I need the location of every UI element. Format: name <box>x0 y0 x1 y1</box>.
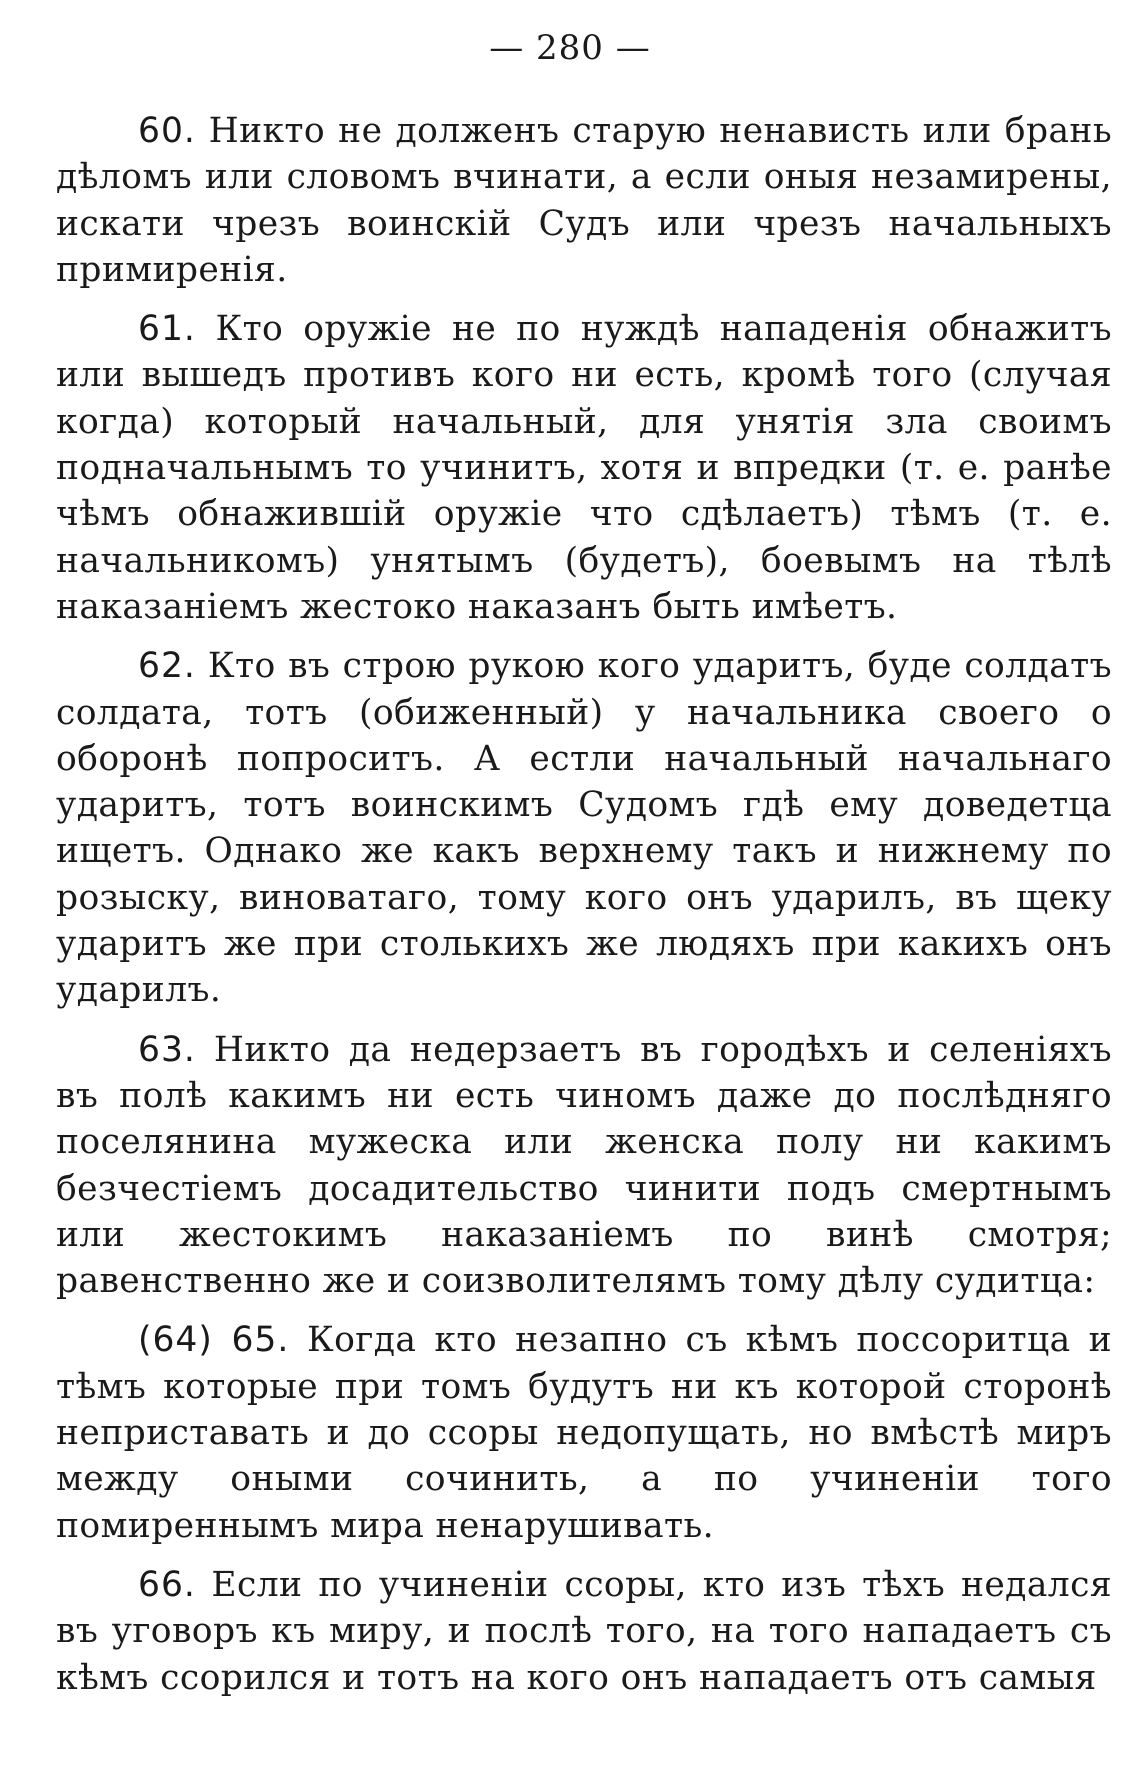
paragraph-text: Если по учиненіи ссоры, кто изъ тѣхъ недался въ уговоръ къ миру, и послѣ того, на того нападаетъ съ кѣмъ ссорился и тотъ на кого онъ нападаетъ отъ самыя <box>56 1564 1113 1698</box>
paragraph-64-65 <box>56 1317 1112 1548</box>
paragraph-62 <box>56 643 1112 1013</box>
paragraph-61 <box>56 306 1112 630</box>
paragraph-text: Кто въ строю рукою кого ударитъ, буде солдатъ солдата, тотъ (обиженный) у начальника своего о оборонѣ попроситъ. А естли начальный начальнаго ударитъ, тотъ воинскимъ Судомъ гдѣ ему доведетца ищетъ. Однако же какъ верхнему такъ и нижнему по розыску, виноватаго, тому кого онъ ударилъ, въ щеку ударитъ же при столькихъ же людяхъ при какихъ онъ ударилъ. <box>56 646 1112 1011</box>
paragraph-66 <box>56 1562 1112 1701</box>
paragraph-number: 63. <box>138 1029 196 1070</box>
paragraph-number: 60. <box>138 111 196 151</box>
paragraph-text: Никто да недерзаетъ въ городѣхъ и селеніяхъ въ полѣ какимъ ни есть чиномъ даже до послѣдняго поселянина мужеска или женска полу ни какимъ безчестіемъ досадительство чинити подъ смертнымъ или жестокимъ наказаніемъ по винѣ смотря; равенственно же и соизволителямъ тому дѣлу судитца: <box>56 1029 1112 1302</box>
paragraph-number: 62. <box>138 646 196 687</box>
page-number: — 280 — <box>489 28 651 68</box>
paragraph-text: Никто не долженъ старую ненависть или брань дѣломъ или словомъ вчинати, а если оныя незамирены, искати чрезъ воинскій Судъ или чрезъ начальныхъ примиренія. <box>56 111 1112 290</box>
paragraph-text: Кто оружіе не по нуждѣ нападенія обнажитъ или вышедъ противъ кого ни есть, кромѣ того (случая когда) который начальный, для унятія зла своимъ подначальнымъ то учинитъ, хотя и впредки (т. е. ранѣе чѣмъ обнажившій оружіе что сдѣлаетъ) тѣмъ (т. е. начальникомъ) унятымъ (будетъ), боевымъ на тѣлѣ наказаніемъ жестоко наказанъ быть имѣетъ. <box>56 309 1112 627</box>
paragraph-63 <box>56 1027 1112 1305</box>
paragraph-number: (64) 65. <box>138 1320 290 1361</box>
paragraph-60 <box>56 108 1112 293</box>
paragraph-text: Когда кто незапно съ кѣмъ поссоритца и тѣмъ которые при томъ будутъ ни къ которой сторонѣ неприставать и до ссоры недопущать, но вмѣстѣ миръ между оными сочинить, а по учиненіи того помиреннымъ мира ненарушивать. <box>56 1320 1112 1546</box>
body-text <box>56 108 1112 1714</box>
paragraph-number: 66. <box>138 1564 196 1605</box>
paragraph-number: 61. <box>138 309 196 350</box>
